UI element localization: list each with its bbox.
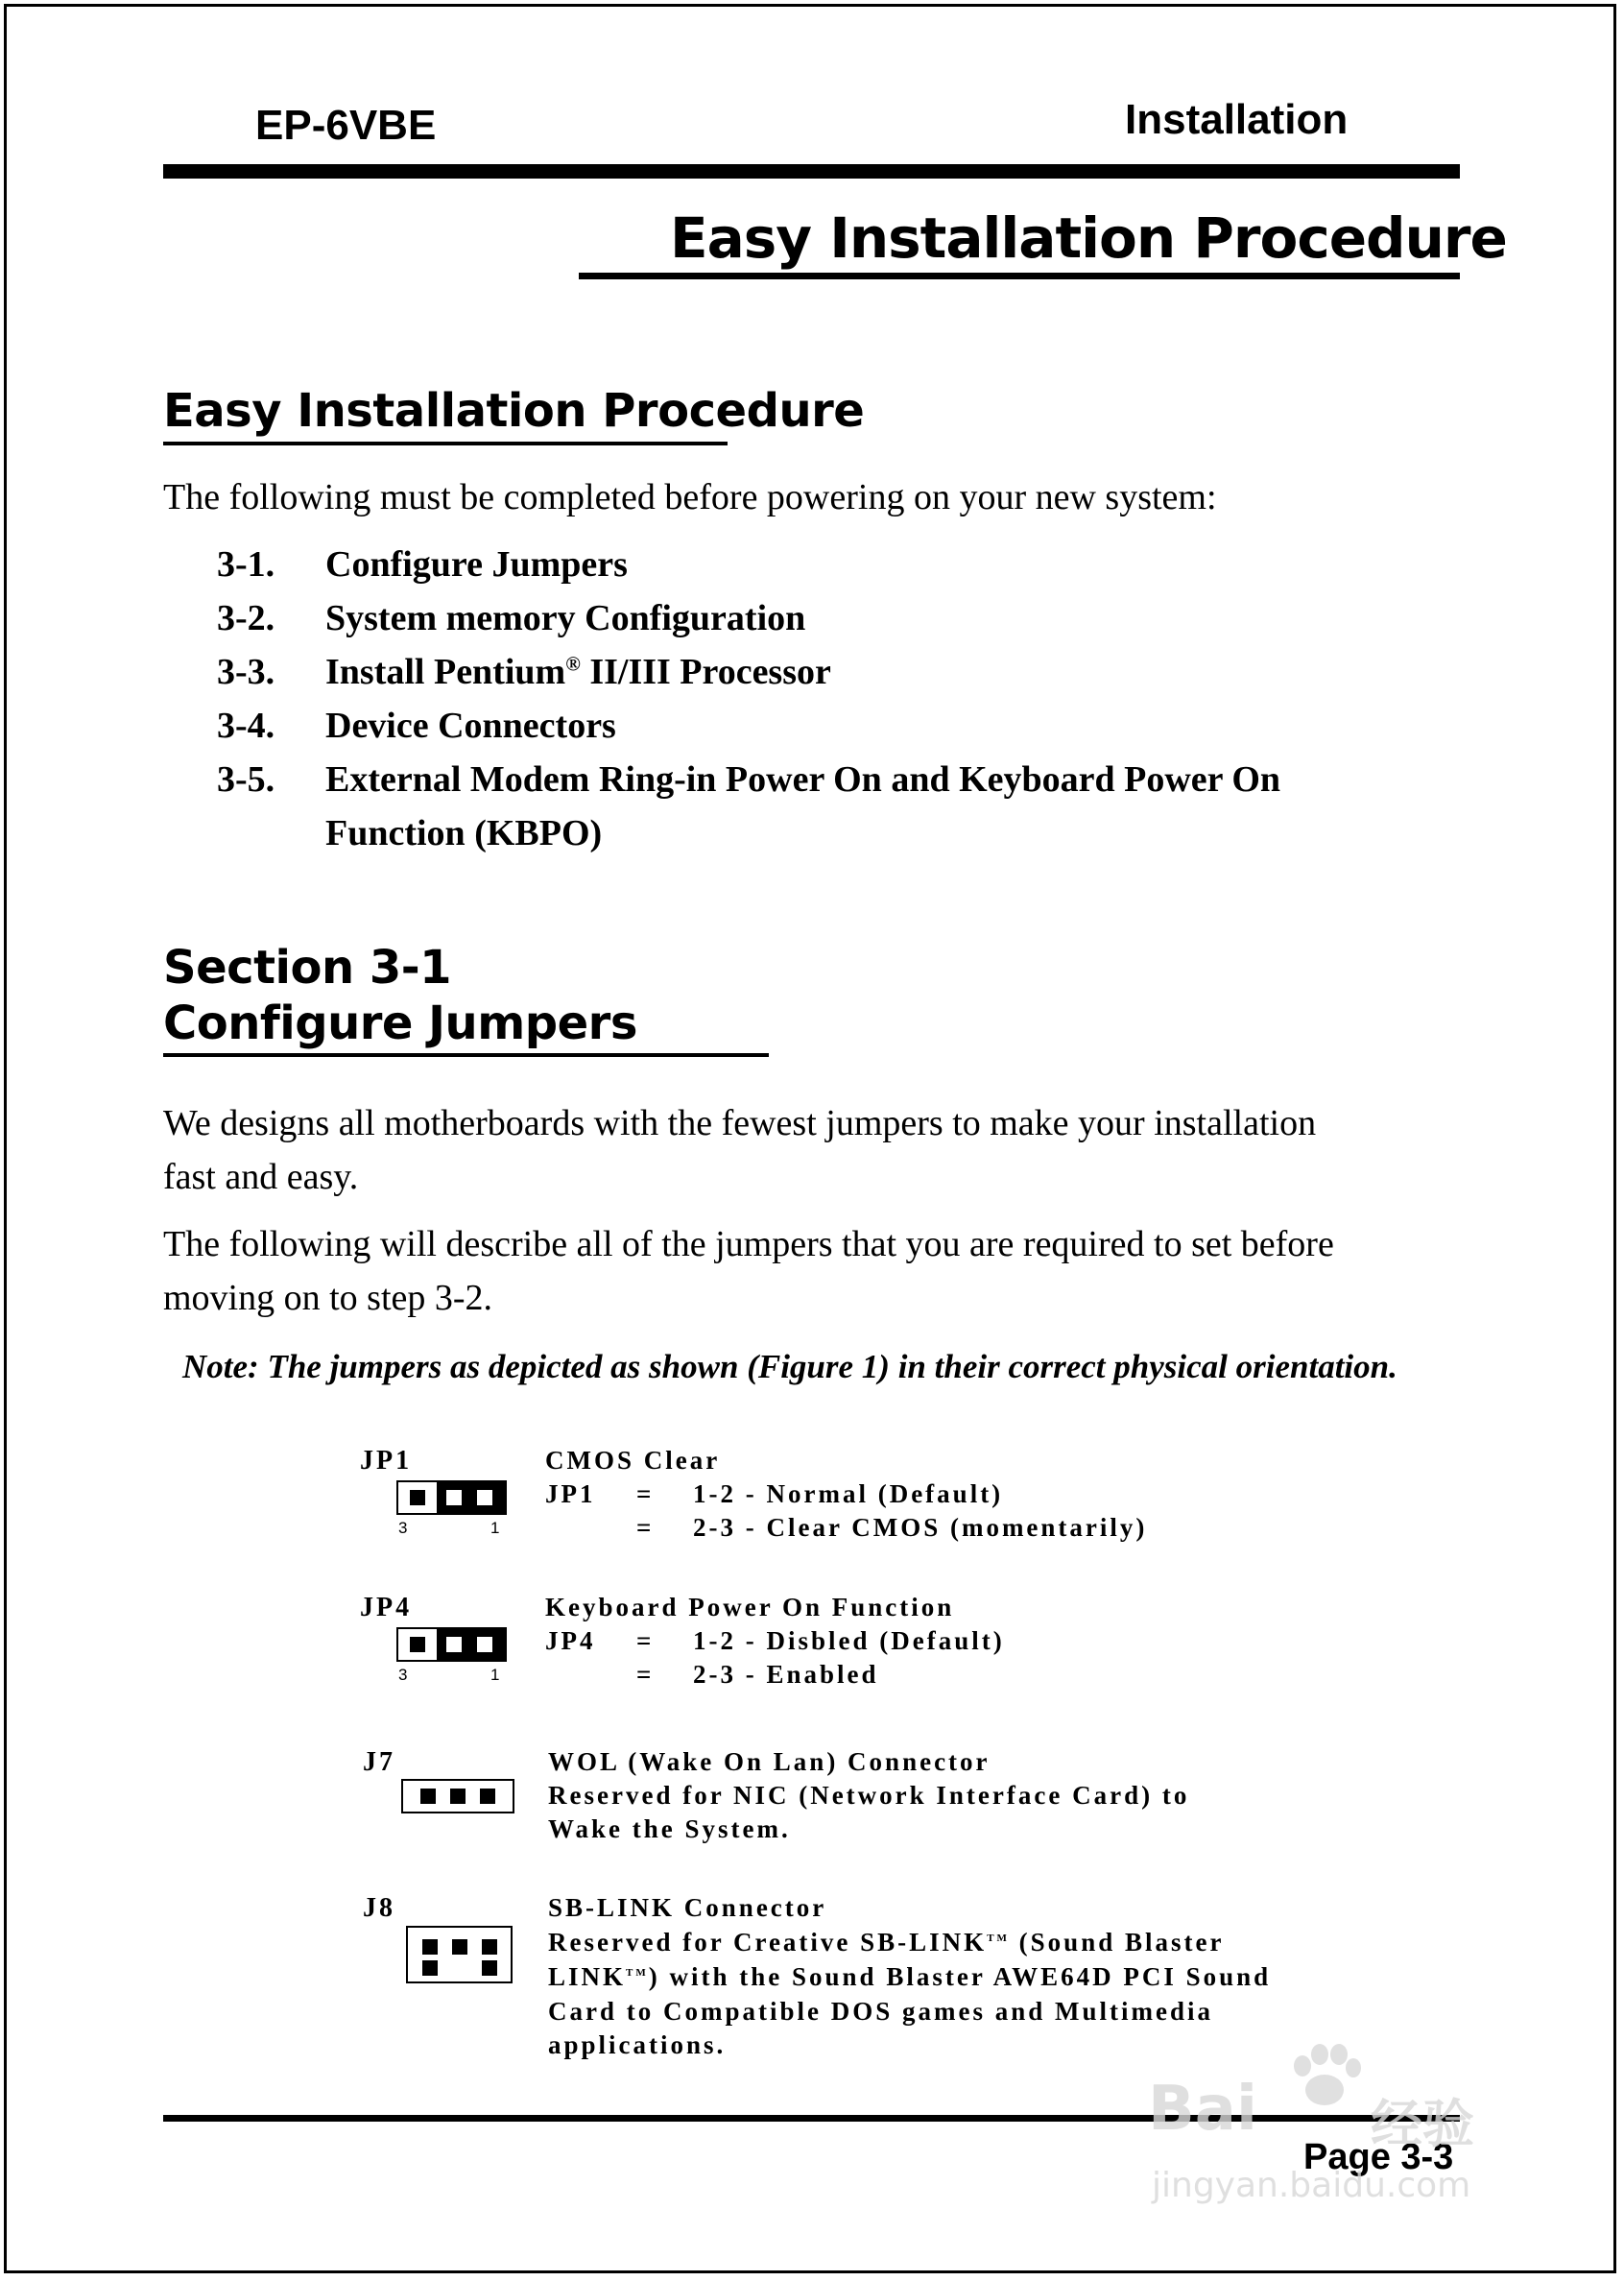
header-section: Installation xyxy=(1125,96,1349,143)
section-subheading: Configure Jumpers xyxy=(163,996,637,1050)
j7-connector-diagram xyxy=(401,1779,514,1813)
pin xyxy=(480,1789,495,1804)
step-number: 3-3. xyxy=(217,652,275,692)
pin-number: 1 xyxy=(490,1519,500,1537)
jp1-option: 2-3 - Clear CMOS (momentarily) xyxy=(693,1513,1148,1542)
step-number: 3-5. xyxy=(217,759,275,800)
j8-description: Reserved for Creative SB-LINK™ (Sound Blaster xyxy=(548,1928,1225,1957)
trademark-mark: TM xyxy=(626,1967,649,1979)
pin-number: 3 xyxy=(398,1666,408,1684)
pin xyxy=(482,1960,497,1976)
step-text: Device Connectors xyxy=(325,706,616,746)
step-text: System memory Configuration xyxy=(325,598,806,638)
step-number: 3-4. xyxy=(217,706,275,746)
pin xyxy=(446,1490,462,1505)
pin xyxy=(410,1637,425,1652)
jp4-option: 2-3 - Enabled xyxy=(693,1660,879,1689)
j8-description: Card to Compatible DOS games and Multimedia xyxy=(548,1997,1214,2026)
jp4-label: JP4 xyxy=(360,1593,413,1622)
equals: = xyxy=(636,1660,655,1689)
paragraph-line: moving on to step 3-2. xyxy=(163,1278,493,1318)
j7-description: Reserved for NIC (Network Interface Card) to xyxy=(548,1781,1190,1810)
easy-heading: Easy Installation Procedure xyxy=(163,384,865,438)
pin xyxy=(477,1490,492,1505)
pin xyxy=(422,1960,438,1976)
watermark-url: jingyan.baidu.com xyxy=(1152,2166,1471,2205)
j7-label: J7 xyxy=(363,1747,395,1777)
jp1-title: CMOS Clear xyxy=(545,1446,721,1475)
pin xyxy=(420,1789,436,1804)
equals: = xyxy=(636,1479,655,1508)
j8-description: LINK™) with the Sound Blaster AWE64D PCI Sound xyxy=(548,1962,1272,1991)
paragraph-line: fast and easy. xyxy=(163,1157,359,1197)
registered-mark: ® xyxy=(565,652,581,676)
trademark-mark: TM xyxy=(987,1933,1010,1944)
pin xyxy=(452,1939,467,1955)
jp4-option: 1-2 - Disbled (Default) xyxy=(693,1626,1005,1655)
j8-label: J8 xyxy=(363,1893,395,1923)
pin xyxy=(450,1789,466,1804)
step-number: 3-2. xyxy=(217,598,275,638)
jp1-id: JP1 xyxy=(545,1479,596,1508)
pin xyxy=(482,1939,497,1955)
j8-description: applications. xyxy=(548,2030,727,2059)
header-rule xyxy=(163,164,1460,179)
jp1-label: JP1 xyxy=(360,1446,413,1476)
jp4-title: Keyboard Power On Function xyxy=(545,1593,955,1621)
section-heading: Section 3-1 xyxy=(163,941,452,995)
easy-intro: The following must be completed before powering on your new system: xyxy=(163,477,1217,517)
footer-rule xyxy=(163,2115,1460,2122)
j8-title: SB-LINK Connector xyxy=(548,1893,827,1922)
equals: = xyxy=(636,1626,655,1655)
pin xyxy=(422,1939,438,1955)
page-number: Page 3-3 xyxy=(1303,2137,1454,2177)
watermark-brand-cn: 经验 xyxy=(1371,2094,1474,2154)
j8-connector-diagram xyxy=(406,1926,513,1983)
j7-description: Wake the System. xyxy=(548,1814,791,1843)
pin xyxy=(446,1637,462,1652)
pin-number: 1 xyxy=(490,1666,500,1684)
paragraph-line: The following will describe all of the jumpers that you are required to set before xyxy=(163,1224,1334,1264)
j7-title: WOL (Wake On Lan) Connector xyxy=(548,1747,991,1776)
jp1-jumper-diagram xyxy=(396,1480,507,1515)
step-number: 3-1. xyxy=(217,544,275,585)
pin xyxy=(410,1490,425,1505)
step-text: Install Pentium® II/III Processor xyxy=(325,652,831,692)
section-heading-rule xyxy=(163,1053,769,1057)
pin-number: 3 xyxy=(398,1519,408,1537)
header-model: EP-6VBE xyxy=(255,102,437,149)
step-text: Configure Jumpers xyxy=(325,544,628,585)
step-text: External Modem Ring-in Power On and Keyboard Power On xyxy=(325,759,1281,800)
step-text-continued: Function (KBPO) xyxy=(325,813,603,853)
page-title: Easy Installation Procedure xyxy=(670,205,1507,271)
paw-icon xyxy=(1281,2037,1368,2114)
jp4-jumper-diagram xyxy=(396,1627,507,1662)
jp1-option: 1-2 - Normal (Default) xyxy=(693,1479,1004,1508)
equals: = xyxy=(636,1513,655,1542)
watermark-brand: Bai xyxy=(1148,2074,1257,2145)
title-rule xyxy=(579,273,1460,279)
paragraph-line: We designs all motherboards with the fewest jumpers to make your installation xyxy=(163,1103,1317,1143)
easy-heading-rule xyxy=(163,442,728,445)
note: Note: The jumpers as depicted as shown (Figure 1) in their correct physical orientation. xyxy=(182,1348,1397,1385)
pin xyxy=(477,1637,492,1652)
jp4-id: JP4 xyxy=(545,1626,596,1655)
